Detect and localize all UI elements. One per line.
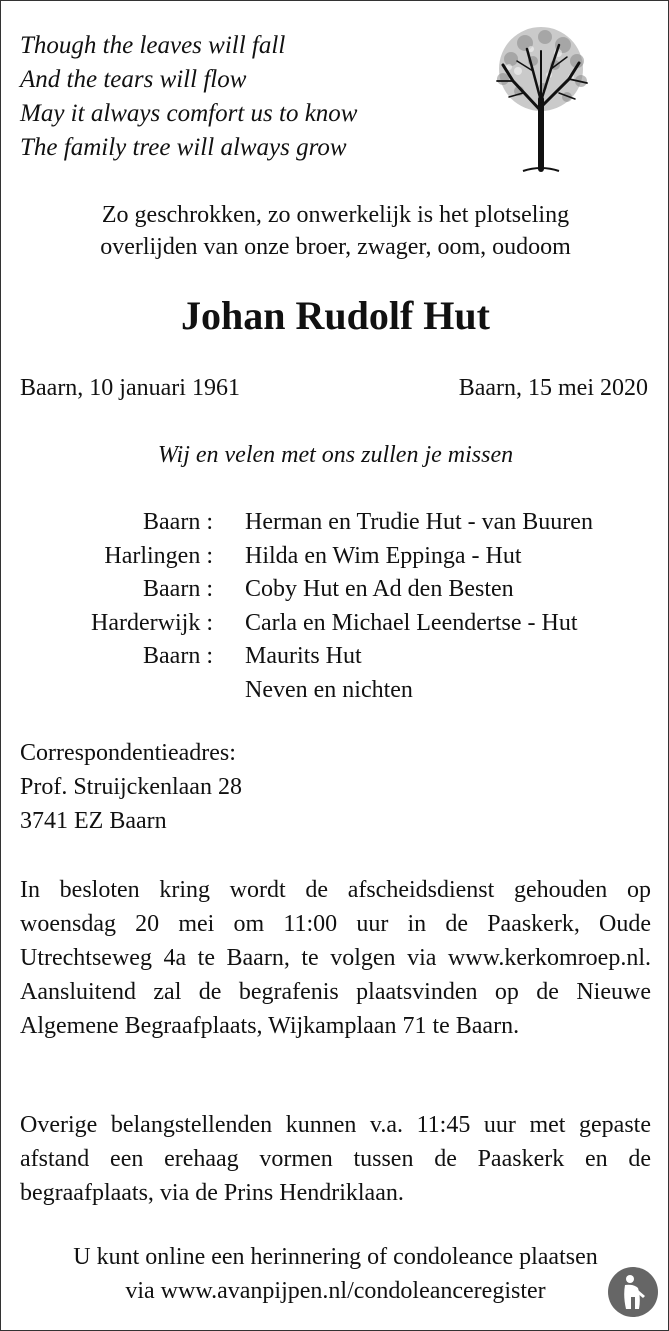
family-row (1, 607, 669, 641)
condolence-line: U kunt online een herinnering of condoleance plaatsen (73, 1244, 598, 1270)
poem (20, 29, 357, 165)
funeral-home-logo-icon (607, 1266, 659, 1318)
family-row (1, 573, 669, 607)
deceased-name: Johan Rudolf Hut (181, 293, 490, 338)
family-place: Baarn : (143, 643, 213, 669)
family-place: Baarn : (143, 576, 213, 602)
condolence-note (1, 1240, 669, 1308)
family-members: Hilda en Wim Eppinga - Hut (245, 542, 522, 569)
family-members: Herman en Trudie Hut - van Buuren (245, 509, 593, 535)
family-place: Baarn : (143, 509, 213, 535)
address-street: Prof. Struijckenlaan 28 (20, 774, 242, 800)
intro-line: Zo geschrokken, zo onwerkelijk is het plotseling (101, 202, 570, 228)
intro-text (1, 199, 669, 263)
poem-line: The family tree will always grow (20, 134, 347, 161)
family-row (1, 506, 669, 540)
family-members: Carla en Michael Leendertse - Hut (245, 609, 578, 636)
missing-line: Wij en velen met ons zullen je missen (157, 442, 514, 468)
address-city: 3741 EZ Baarn (20, 808, 167, 834)
death-date: Baarn, 15 mei 2020 (458, 375, 648, 401)
family-place: Harderwijk : (91, 609, 213, 636)
birth-date: Baarn, 10 januari 1961 (20, 375, 240, 401)
intro-line: overlijden van onze broer, zwager, oom, oudoom (100, 234, 571, 260)
family-members: Maurits Hut (245, 643, 362, 669)
family-members: Neven en nichten (245, 676, 413, 703)
poem-line: Though the leaves will fall (20, 32, 286, 59)
poem-line: May it always comfort us to know (20, 100, 358, 127)
family-row (1, 674, 669, 708)
service-paragraph: In besloten kring wordt de afscheidsdienst gehouden op woensdag 20 mei om 11:00 uur in de Paaskerk, Oude Utrechtseweg 4a te Baarn, te volgen via www.kerkomroep.nl. Aansluitend zal de begrafenis plaatsvinden op de Nieuwe Algemene Begraafplaats, Wijkamplaan 71 te Baarn. (20, 877, 651, 1039)
tree-icon (463, 21, 619, 176)
family-list (1, 506, 669, 707)
family-row (1, 640, 669, 674)
address-heading: Correspondentieadres: (20, 740, 236, 766)
family-members: Coby Hut en Ad den Besten (245, 576, 514, 602)
family-row (1, 540, 669, 574)
condolence-line: via www.avanpijpen.nl/condoleanceregister (125, 1278, 546, 1304)
poem-line: And the tears will flow (20, 66, 247, 93)
correspondence-address (20, 736, 242, 838)
family-place: Harlingen : (104, 542, 213, 569)
honor-guard-paragraph: Overige belangstellenden kunnen v.a. 11:45 uur met gepaste afstand een erehaag vormen tussen de Paaskerk en de begraafplaats, via de Prins Hendriklaan. (20, 1112, 651, 1206)
